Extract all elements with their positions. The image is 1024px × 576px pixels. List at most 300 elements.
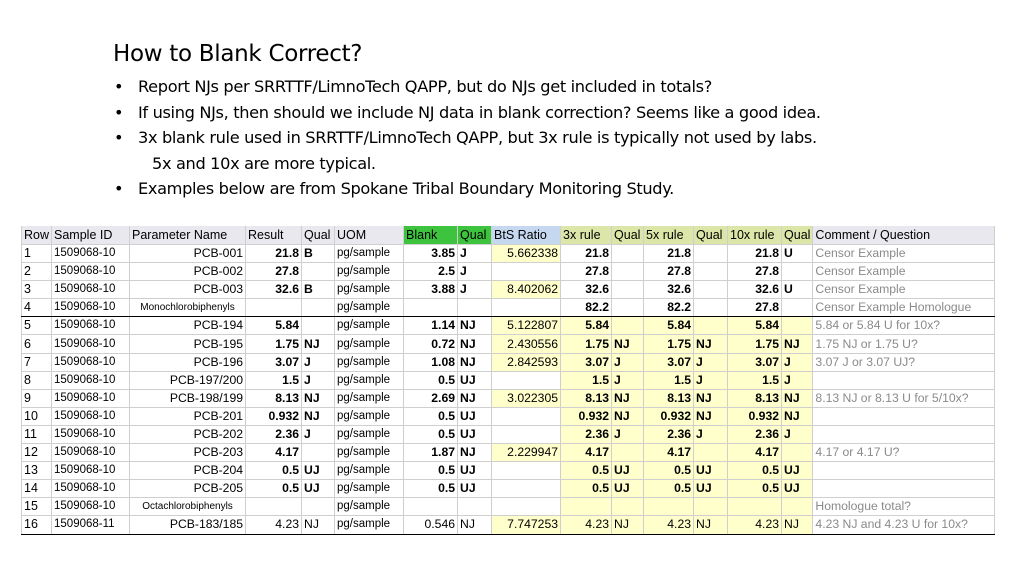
- blank-qual-cell: UJ: [458, 371, 492, 389]
- rule3x-cell: 4.23: [561, 516, 612, 534]
- rule5x-qual-cell: NJ: [694, 335, 728, 353]
- result-cell: 0.5: [246, 462, 302, 480]
- parameter-cell: PCB-205: [130, 480, 246, 498]
- table-row: [22, 263, 995, 281]
- bts-ratio-cell: 7.747253: [492, 516, 561, 534]
- rule3x-cell: 32.6: [561, 281, 612, 299]
- rule5x-cell: 4.17: [644, 444, 694, 462]
- uom-cell: pg/sample: [335, 263, 404, 281]
- blank-qual-cell: J: [458, 245, 492, 263]
- blank-cell: 1.08: [404, 353, 458, 371]
- row-cell: 11: [22, 425, 52, 443]
- blank-qual-cell: UJ: [458, 425, 492, 443]
- sample-id-cell: 1509068-10: [52, 353, 130, 371]
- bullet-continuation: [113, 151, 821, 177]
- rule5x-qual-cell: NJ: [694, 516, 728, 534]
- sample-id-cell: 1509068-10: [52, 389, 130, 407]
- rule5x-qual-cell: UJ: [694, 462, 728, 480]
- qual-cell: [302, 317, 335, 335]
- blank-cell: 3.88: [404, 281, 458, 299]
- rule10x-qual-cell: UJ: [782, 480, 813, 498]
- bullet-list: [113, 74, 821, 202]
- rule10x-cell: 3.07: [728, 353, 782, 371]
- rule3x-cell: 2.36: [561, 425, 612, 443]
- rule3x-qual-cell: [612, 281, 644, 299]
- rule3x-qual-cell: UJ: [612, 462, 644, 480]
- rule10x-cell: 0.932: [728, 407, 782, 425]
- qual-cell: NJ: [302, 407, 335, 425]
- rule10x-qual-cell: [782, 263, 813, 281]
- blank-qual-cell: [458, 498, 492, 516]
- parameter-cell: PCB-198/199: [130, 389, 246, 407]
- rule5x-qual-cell: J: [694, 353, 728, 371]
- comment-cell: 1.75 NJ or 1.75 U?: [813, 335, 995, 353]
- rule5x-cell: 2.36: [644, 425, 694, 443]
- comment-cell: [813, 425, 995, 443]
- bts-ratio-cell: [492, 425, 561, 443]
- result-cell: 27.8: [246, 263, 302, 281]
- sample-id-cell: 1509068-10: [52, 407, 130, 425]
- row-cell: 14: [22, 480, 52, 498]
- rule10x-cell: 5.84: [728, 317, 782, 335]
- rule5x-qual-cell: NJ: [694, 407, 728, 425]
- parameter-cell: PCB-196: [130, 353, 246, 371]
- row-cell: 10: [22, 407, 52, 425]
- result-cell: 8.13: [246, 389, 302, 407]
- row-cell: 3: [22, 281, 52, 299]
- comment-cell: [813, 480, 995, 498]
- result-cell: 4.23: [246, 516, 302, 534]
- qual-cell: [302, 263, 335, 281]
- rule3x-cell: 0.5: [561, 462, 612, 480]
- rule3x-cell: 21.8: [561, 245, 612, 263]
- blank-cell: 1.14: [404, 317, 458, 335]
- comment-cell: 4.17 or 4.17 U?: [813, 444, 995, 462]
- comment-cell: 3.07 J or 3.07 UJ?: [813, 353, 995, 371]
- rule5x-qual-cell: [694, 498, 728, 516]
- result-cell: [246, 498, 302, 516]
- rule10x-qual-cell: [782, 444, 813, 462]
- bts-ratio-cell: [492, 462, 561, 480]
- bullet-item: [113, 125, 821, 151]
- rule3x-qual-cell: [612, 317, 644, 335]
- comment-cell: Censor Example: [813, 263, 995, 281]
- rule3x-qual-cell: [612, 498, 644, 516]
- table-row: [22, 389, 995, 407]
- result-cell: 0.932: [246, 407, 302, 425]
- bullet-item: [113, 74, 821, 100]
- blank-cell: [404, 498, 458, 516]
- uom-cell: pg/sample: [335, 516, 404, 534]
- table-header-row: [22, 226, 995, 245]
- rule10x-cell: [728, 498, 782, 516]
- blank-qual-cell: NJ: [458, 317, 492, 335]
- rule5x-cell: 8.13: [644, 389, 694, 407]
- blank-qual-cell: [458, 299, 492, 317]
- rule10x-cell: 4.17: [728, 444, 782, 462]
- parameter-cell: PCB-001: [130, 245, 246, 263]
- header-blank: Blank: [404, 226, 458, 245]
- parameter-cell: Octachlorobiphenyls: [130, 498, 246, 516]
- comment-cell: Censor Example Homologue: [813, 299, 995, 317]
- bullet-text: 5x and 10x are more typical.: [152, 153, 376, 173]
- rule3x-cell: 8.13: [561, 389, 612, 407]
- table-row: [22, 407, 995, 425]
- rule5x-cell: 0.5: [644, 480, 694, 498]
- table-row: [22, 353, 995, 371]
- row-cell: 2: [22, 263, 52, 281]
- rule5x-qual-cell: J: [694, 371, 728, 389]
- sample-id-cell: 1509068-10: [52, 317, 130, 335]
- row-cell: 15: [22, 498, 52, 516]
- comment-cell: [813, 407, 995, 425]
- rule3x-cell: 4.17: [561, 444, 612, 462]
- table-row: [22, 281, 995, 299]
- rule5x-qual-cell: [694, 245, 728, 263]
- uom-cell: pg/sample: [335, 335, 404, 353]
- header-result: Result: [246, 226, 302, 245]
- bullet-item: [113, 100, 821, 126]
- comment-cell: 8.13 NJ or 8.13 U for 5/10x?: [813, 389, 995, 407]
- rule3x-qual-cell: UJ: [612, 480, 644, 498]
- qual-cell: NJ: [302, 335, 335, 353]
- rule5x-qual-cell: NJ: [694, 389, 728, 407]
- rule10x-cell: 21.8: [728, 245, 782, 263]
- bullet-text: Examples below are from Spokane Tribal Boundary Monitoring Study.: [138, 179, 674, 198]
- sample-id-cell: 1509068-11: [52, 516, 130, 534]
- blank-cell: 2.5: [404, 263, 458, 281]
- rule10x-qual-cell: U: [782, 245, 813, 263]
- sample-id-cell: 1509068-10: [52, 335, 130, 353]
- table-row: [22, 462, 995, 480]
- rule5x-qual-cell: J: [694, 425, 728, 443]
- qual-cell: J: [302, 353, 335, 371]
- parameter-cell: PCB-183/185: [130, 516, 246, 534]
- blank-qual-cell: NJ: [458, 444, 492, 462]
- rule3x-cell: 27.8: [561, 263, 612, 281]
- row-cell: 5: [22, 317, 52, 335]
- rule5x-qual-cell: [694, 281, 728, 299]
- qual-cell: [302, 299, 335, 317]
- qual-cell: UJ: [302, 462, 335, 480]
- rule10x-cell: 1.5: [728, 371, 782, 389]
- rule10x-qual-cell: NJ: [782, 516, 813, 534]
- rule10x-qual-cell: NJ: [782, 389, 813, 407]
- comment-cell: 4.23 NJ and 4.23 U for 10x?: [813, 516, 995, 534]
- rule3x-qual-cell: [612, 444, 644, 462]
- header-bts-ratio: BtS Ratio: [492, 226, 561, 245]
- rule3x-cell: 0.932: [561, 407, 612, 425]
- result-cell: 21.8: [246, 245, 302, 263]
- rule5x-cell: 3.07: [644, 353, 694, 371]
- qual-cell: B: [302, 245, 335, 263]
- rule10x-cell: 27.8: [728, 263, 782, 281]
- row-cell: 1: [22, 245, 52, 263]
- result-cell: 4.17: [246, 444, 302, 462]
- rule3x-qual-cell: NJ: [612, 407, 644, 425]
- table-row: [22, 444, 995, 462]
- comment-cell: Homologue total?: [813, 498, 995, 516]
- bts-ratio-cell: 2.842593: [492, 353, 561, 371]
- rule10x-cell: 0.5: [728, 462, 782, 480]
- bts-ratio-cell: [492, 263, 561, 281]
- blank-cell: 0.5: [404, 407, 458, 425]
- blank-cell: 2.69: [404, 389, 458, 407]
- bts-ratio-cell: [492, 407, 561, 425]
- bts-ratio-cell: 2.430556: [492, 335, 561, 353]
- rule3x-qual-cell: [612, 299, 644, 317]
- qual-cell: UJ: [302, 480, 335, 498]
- header-parameter: Parameter Name: [130, 226, 246, 245]
- uom-cell: pg/sample: [335, 498, 404, 516]
- header-qual: Qual: [302, 226, 335, 245]
- row-cell: 13: [22, 462, 52, 480]
- rule10x-cell: 8.13: [728, 389, 782, 407]
- bts-ratio-cell: 5.122807: [492, 317, 561, 335]
- rule10x-qual-cell: J: [782, 371, 813, 389]
- table-row: [22, 335, 995, 353]
- table-row: [22, 299, 995, 317]
- sample-id-cell: 1509068-10: [52, 263, 130, 281]
- bullet-dot: •: [114, 102, 124, 122]
- rule10x-cell: 32.6: [728, 281, 782, 299]
- sample-id-cell: 1509068-10: [52, 480, 130, 498]
- bts-ratio-cell: [492, 299, 561, 317]
- header-blank-qual: Qual: [458, 226, 492, 245]
- sample-id-cell: 1509068-10: [52, 462, 130, 480]
- uom-cell: pg/sample: [335, 245, 404, 263]
- parameter-cell: PCB-197/200: [130, 371, 246, 389]
- comment-cell: Censor Example: [813, 245, 995, 263]
- rule5x-qual-cell: [694, 317, 728, 335]
- rule10x-qual-cell: J: [782, 425, 813, 443]
- qual-cell: J: [302, 425, 335, 443]
- parameter-cell: PCB-194: [130, 317, 246, 335]
- blank-cell: 0.546: [404, 516, 458, 534]
- bullet-dot: •: [114, 179, 124, 198]
- blank-cell: 0.72: [404, 335, 458, 353]
- header-uom: UOM: [335, 226, 404, 245]
- blank-qual-cell: UJ: [458, 407, 492, 425]
- parameter-cell: PCB-002: [130, 263, 246, 281]
- rule3x-cell: 1.5: [561, 371, 612, 389]
- uom-cell: pg/sample: [335, 299, 404, 317]
- rule10x-cell: 27.8: [728, 299, 782, 317]
- sample-id-cell: 1509068-10: [52, 444, 130, 462]
- header-row: Row: [22, 226, 52, 245]
- rule10x-qual-cell: [782, 299, 813, 317]
- rule3x-qual-cell: NJ: [612, 389, 644, 407]
- blank-qual-cell: UJ: [458, 462, 492, 480]
- blank-cell: 0.5: [404, 480, 458, 498]
- sample-id-cell: 1509068-10: [52, 245, 130, 263]
- blank-qual-cell: NJ: [458, 353, 492, 371]
- blank-qual-cell: J: [458, 281, 492, 299]
- qual-cell: [302, 444, 335, 462]
- rule3x-qual-cell: [612, 245, 644, 263]
- header-rule3x: 3x rule: [561, 226, 612, 245]
- comment-cell: Censor Example: [813, 281, 995, 299]
- uom-cell: pg/sample: [335, 371, 404, 389]
- result-cell: 1.75: [246, 335, 302, 353]
- blank-qual-cell: NJ: [458, 516, 492, 534]
- rule5x-cell: [644, 498, 694, 516]
- uom-cell: pg/sample: [335, 353, 404, 371]
- comment-cell: [813, 462, 995, 480]
- bts-ratio-cell: 3.022305: [492, 389, 561, 407]
- rule3x-cell: [561, 498, 612, 516]
- uom-cell: pg/sample: [335, 462, 404, 480]
- rule5x-qual-cell: [694, 444, 728, 462]
- qual-cell: B: [302, 281, 335, 299]
- rule5x-cell: 21.8: [644, 245, 694, 263]
- parameter-cell: PCB-204: [130, 462, 246, 480]
- bts-ratio-cell: [492, 371, 561, 389]
- qual-cell: NJ: [302, 516, 335, 534]
- blank-cell: 0.5: [404, 462, 458, 480]
- blank-cell: 0.5: [404, 371, 458, 389]
- rule5x-cell: 0.5: [644, 462, 694, 480]
- qual-cell: [302, 498, 335, 516]
- rule3x-cell: 82.2: [561, 299, 612, 317]
- blank-cell: [404, 299, 458, 317]
- rule3x-qual-cell: NJ: [612, 335, 644, 353]
- rule5x-qual-cell: UJ: [694, 480, 728, 498]
- bullet-text: If using NJs, then should we include NJ data in blank correction? Seems like a good idea.: [138, 102, 821, 122]
- header-rule5x-qual: Qual: [694, 226, 728, 245]
- parameter-cell: PCB-195: [130, 335, 246, 353]
- result-cell: 5.84: [246, 317, 302, 335]
- table-row: [22, 317, 995, 335]
- sample-id-cell: 1509068-10: [52, 281, 130, 299]
- uom-cell: pg/sample: [335, 389, 404, 407]
- uom-cell: pg/sample: [335, 407, 404, 425]
- rule10x-qual-cell: U: [782, 281, 813, 299]
- header-rule10x-qual: Qual: [782, 226, 813, 245]
- rule10x-qual-cell: NJ: [782, 335, 813, 353]
- blank-cell: 1.87: [404, 444, 458, 462]
- header-rule3x-qual: Qual: [612, 226, 644, 245]
- table-row: [22, 425, 995, 443]
- bts-ratio-cell: [492, 480, 561, 498]
- parameter-cell: PCB-201: [130, 407, 246, 425]
- rule5x-cell: 4.23: [644, 516, 694, 534]
- rule5x-cell: 5.84: [644, 317, 694, 335]
- rule10x-cell: 4.23: [728, 516, 782, 534]
- bullet-item: [113, 176, 821, 202]
- bts-ratio-cell: 2.229947: [492, 444, 561, 462]
- rule3x-qual-cell: J: [612, 371, 644, 389]
- parameter-cell: Monochlorobiphenyls: [130, 299, 246, 317]
- rule5x-cell: 32.6: [644, 281, 694, 299]
- uom-cell: pg/sample: [335, 444, 404, 462]
- bullet-dot: •: [114, 128, 124, 147]
- header-comment: Comment / Question: [813, 226, 995, 245]
- rule5x-cell: 27.8: [644, 263, 694, 281]
- table-row: [22, 371, 995, 389]
- rule3x-cell: 1.75: [561, 335, 612, 353]
- rule5x-cell: 1.75: [644, 335, 694, 353]
- row-cell: 7: [22, 353, 52, 371]
- rule3x-qual-cell: J: [612, 353, 644, 371]
- sample-id-cell: 1509068-10: [52, 371, 130, 389]
- rule3x-cell: 5.84: [561, 317, 612, 335]
- result-cell: 3.07: [246, 353, 302, 371]
- header-sample-id: Sample ID: [52, 226, 130, 245]
- table-row: [22, 245, 995, 263]
- rule10x-cell: 0.5: [728, 480, 782, 498]
- result-cell: 32.6: [246, 281, 302, 299]
- result-cell: 0.5: [246, 480, 302, 498]
- result-cell: [246, 299, 302, 317]
- rule5x-qual-cell: [694, 263, 728, 281]
- parameter-cell: PCB-202: [130, 425, 246, 443]
- rule10x-qual-cell: [782, 498, 813, 516]
- rule3x-qual-cell: J: [612, 425, 644, 443]
- result-cell: 1.5: [246, 371, 302, 389]
- bullet-text: Report NJs per SRRTTF/LimnoTech QAPP, but do NJs get included in totals?: [138, 77, 712, 96]
- rule3x-cell: 0.5: [561, 480, 612, 498]
- table-row: [22, 498, 995, 516]
- bullet-dot: •: [114, 77, 124, 96]
- rule5x-cell: 82.2: [644, 299, 694, 317]
- qual-cell: J: [302, 371, 335, 389]
- row-cell: 9: [22, 389, 52, 407]
- table-row: [22, 516, 995, 534]
- rule10x-cell: 1.75: [728, 335, 782, 353]
- blank-cell: 3.85: [404, 245, 458, 263]
- header-rule5x: 5x rule: [644, 226, 694, 245]
- rule10x-qual-cell: [782, 317, 813, 335]
- bts-ratio-cell: 5.662338: [492, 245, 561, 263]
- blank-cell: 0.5: [404, 425, 458, 443]
- header-rule10x: 10x rule: [728, 226, 782, 245]
- comment-cell: 5.84 or 5.84 U for 10x?: [813, 317, 995, 335]
- uom-cell: pg/sample: [335, 425, 404, 443]
- parameter-cell: PCB-003: [130, 281, 246, 299]
- blank-qual-cell: UJ: [458, 480, 492, 498]
- blank-correction-table: [21, 226, 995, 535]
- row-cell: 6: [22, 335, 52, 353]
- rule3x-qual-cell: NJ: [612, 516, 644, 534]
- sample-id-cell: 1509068-10: [52, 299, 130, 317]
- row-cell: 12: [22, 444, 52, 462]
- blank-qual-cell: NJ: [458, 389, 492, 407]
- row-cell: 16: [22, 516, 52, 534]
- qual-cell: NJ: [302, 389, 335, 407]
- bullet-text: 3x blank rule used in SRRTTF/LimnoTech QAPP, but 3x rule is typically not used by labs.: [138, 128, 817, 147]
- uom-cell: pg/sample: [335, 281, 404, 299]
- rule10x-qual-cell: NJ: [782, 407, 813, 425]
- rule5x-cell: 1.5: [644, 371, 694, 389]
- rule3x-cell: 3.07: [561, 353, 612, 371]
- result-cell: 2.36: [246, 425, 302, 443]
- parameter-cell: PCB-203: [130, 444, 246, 462]
- row-cell: 4: [22, 299, 52, 317]
- uom-cell: pg/sample: [335, 317, 404, 335]
- comment-cell: [813, 371, 995, 389]
- blank-qual-cell: J: [458, 263, 492, 281]
- slide-title: How to Blank Correct?: [113, 41, 363, 67]
- uom-cell: pg/sample: [335, 480, 404, 498]
- bts-ratio-cell: [492, 498, 561, 516]
- rule10x-cell: 2.36: [728, 425, 782, 443]
- sample-id-cell: 1509068-10: [52, 425, 130, 443]
- blank-qual-cell: NJ: [458, 335, 492, 353]
- rule3x-qual-cell: [612, 263, 644, 281]
- rule10x-qual-cell: J: [782, 353, 813, 371]
- sample-id-cell: 1509068-10: [52, 498, 130, 516]
